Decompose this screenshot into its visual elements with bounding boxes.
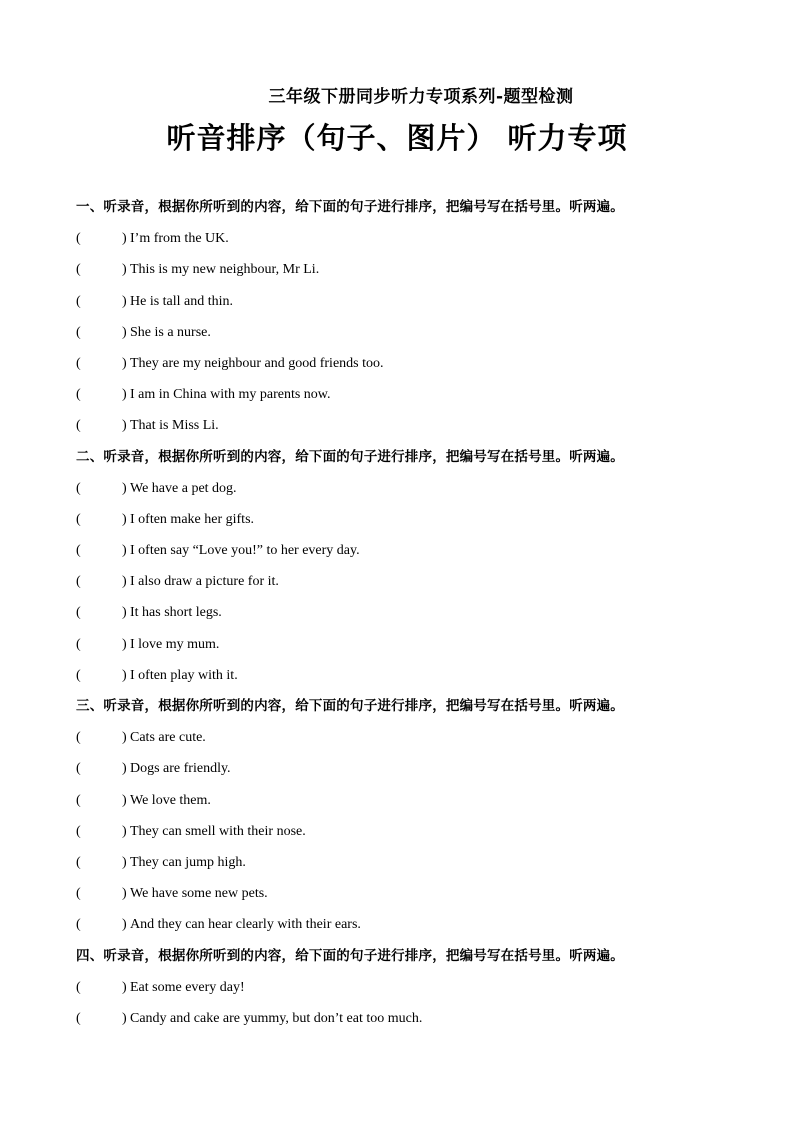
answer-bracket-close: ) [122, 418, 127, 434]
answer-bracket-open[interactable]: ( [76, 667, 81, 683]
sentence-text: We love them. [130, 792, 211, 808]
answer-item [76, 535, 736, 566]
answer-bracket-close: ) [122, 387, 127, 403]
answer-item [76, 286, 736, 317]
sentence-text: That is Miss Li. [130, 418, 219, 434]
section-4 [76, 941, 736, 1035]
answer-item [76, 254, 736, 285]
answer-bracket-close: ) [122, 293, 127, 309]
sentence-text: Candy and cake are yummy, but don’t eat too much. [130, 1010, 423, 1026]
answer-item [76, 816, 736, 847]
answer-item [76, 410, 736, 441]
section-2 [76, 442, 736, 692]
answer-bracket-open[interactable]: ( [76, 418, 81, 434]
answer-bracket-open[interactable]: ( [76, 480, 81, 496]
section-heading: 三、听录音，根据你所听到的内容，给下面的句子进行排序，把编号写在括号里。听两遍。 [76, 698, 624, 714]
answer-bracket-close: ) [122, 792, 127, 808]
answer-bracket-close: ) [122, 231, 127, 247]
answer-bracket-open[interactable]: ( [76, 979, 81, 995]
answer-item [76, 597, 736, 628]
answer-bracket-open[interactable]: ( [76, 574, 81, 590]
answer-bracket-close: ) [122, 667, 127, 683]
section-heading: 四、听录音，根据你所听到的内容，给下面的句子进行排序，把编号写在括号里。听两遍。 [76, 947, 624, 964]
answer-item [76, 878, 736, 909]
sentence-text: We have a pet dog. [130, 480, 237, 496]
answer-bracket-open[interactable]: ( [76, 886, 81, 902]
answer-item [76, 629, 736, 660]
answer-item [76, 972, 736, 1003]
sentence-text: He is tall and thin. [130, 293, 234, 309]
answer-item [76, 660, 736, 691]
answer-bracket-close: ) [122, 886, 127, 902]
answer-bracket-close: ) [122, 761, 127, 777]
answer-bracket-close: ) [122, 543, 127, 559]
answer-bracket-close: ) [122, 823, 127, 839]
answer-bracket-close: ) [122, 979, 127, 995]
sentence-text: I love my mum. [130, 636, 220, 652]
sentence-text: They are my neighbour and good friends too. [130, 355, 384, 371]
sentence-text: Cats are cute. [130, 730, 206, 746]
answer-bracket-open[interactable]: ( [76, 355, 81, 371]
answer-item [76, 317, 736, 348]
answer-item [76, 504, 736, 535]
answer-bracket-close: ) [122, 1010, 127, 1026]
sentence-text: This is my new neighbour, Mr Li. [130, 262, 320, 278]
answer-item [76, 223, 736, 254]
answer-bracket-open[interactable]: ( [76, 387, 81, 403]
answer-bracket-close: ) [122, 511, 127, 527]
sentence-text: I also draw a picture for it. [130, 574, 279, 590]
answer-bracket-close: ) [122, 854, 127, 870]
answer-bracket-close: ) [122, 355, 127, 371]
answer-bracket-open[interactable]: ( [76, 761, 81, 777]
sentence-text: They can jump high. [130, 854, 246, 870]
worksheet-subtitle: 三年级下册同步听力专项系列-题型检测 [268, 87, 574, 107]
section-1 [76, 192, 736, 442]
answer-bracket-open[interactable]: ( [76, 262, 81, 278]
worksheet-content [76, 192, 736, 1034]
sentence-text: They can smell with their nose. [130, 823, 306, 839]
answer-bracket-open[interactable]: ( [76, 792, 81, 808]
answer-bracket-close: ) [122, 605, 127, 621]
answer-bracket-close: ) [122, 730, 127, 746]
sentence-text: I am in China with my parents now. [130, 387, 331, 403]
answer-item [76, 722, 736, 753]
answer-bracket-close: ) [122, 917, 127, 933]
answer-bracket-close: ) [122, 574, 127, 590]
answer-bracket-close: ) [122, 636, 127, 652]
answer-bracket-open[interactable]: ( [76, 511, 81, 527]
answer-bracket-close: ) [122, 480, 127, 496]
answer-item [76, 847, 736, 878]
answer-bracket-close: ) [122, 262, 127, 278]
answer-item [76, 753, 736, 784]
answer-bracket-open[interactable]: ( [76, 605, 81, 621]
answer-bracket-open[interactable]: ( [76, 231, 81, 247]
answer-bracket-open[interactable]: ( [76, 293, 81, 309]
answer-bracket-close: ) [122, 324, 127, 340]
answer-bracket-open[interactable]: ( [76, 730, 81, 746]
answer-item [76, 566, 736, 597]
answer-item [76, 473, 736, 504]
sentence-text: Dogs are friendly. [130, 761, 231, 777]
sentence-text: And they can hear clearly with their ears. [130, 917, 361, 933]
worksheet-title: 听音排序（句子、图片） 听力专项 [166, 121, 628, 155]
section-heading: 一、听录音，根据你所听到的内容，给下面的句子进行排序，把编号写在括号里。听两遍。 [76, 199, 624, 215]
sentence-text: I often say “Love you!” to her every day. [130, 543, 360, 559]
section-heading: 二、听录音，根据你所听到的内容，给下面的句子进行排序，把编号写在括号里。听两遍。 [76, 448, 624, 465]
answer-item [76, 909, 736, 940]
section-3 [76, 691, 736, 941]
answer-bracket-open[interactable]: ( [76, 324, 81, 340]
answer-item [76, 1003, 736, 1034]
answer-bracket-open[interactable]: ( [76, 543, 81, 559]
answer-bracket-open[interactable]: ( [76, 823, 81, 839]
answer-bracket-open[interactable]: ( [76, 854, 81, 870]
sentence-text: I’m from the UK. [130, 231, 229, 247]
sentence-text: She is a nurse. [130, 324, 211, 340]
sentence-text: Eat some every day! [130, 979, 245, 995]
answer-item [76, 379, 736, 410]
answer-bracket-open[interactable]: ( [76, 636, 81, 652]
sentence-text: We have some new pets. [130, 886, 268, 902]
sentence-text: I often make her gifts. [130, 511, 255, 527]
sentence-text: I often play with it. [130, 667, 238, 683]
answer-bracket-open[interactable]: ( [76, 1010, 81, 1026]
answer-bracket-open[interactable]: ( [76, 917, 81, 933]
answer-item [76, 785, 736, 816]
sentence-text: It has short legs. [130, 605, 222, 621]
answer-item [76, 348, 736, 379]
